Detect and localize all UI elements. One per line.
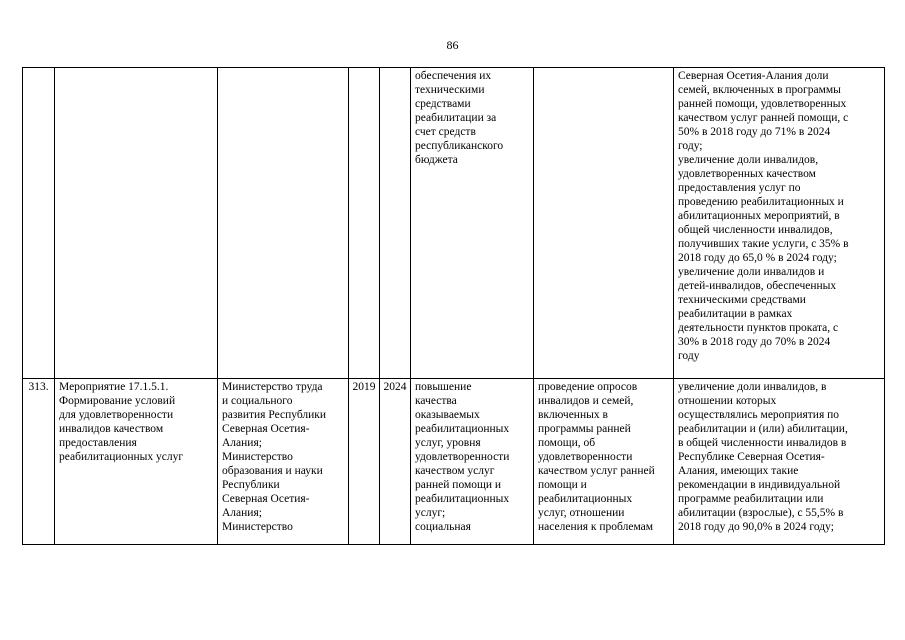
start-year-cell: 2019 — [349, 379, 380, 545]
indicators-cell: увеличение доли инвалидов, в отношении которых осуществлялись мероприятия по реабилитации и (или) абилитации, в общей численности инвалидов в Республике Северная Осетия- Алания, имеющих такие рекомендации в индивидуальной программе реабилитации или абилитации (взрослые), с 55,5% в 2018 году до 90,0% в 2024 году; — [674, 379, 885, 545]
page-number: 86 — [446, 38, 459, 52]
program-table — [22, 67, 885, 545]
row-number-cell: 313. — [23, 379, 55, 545]
end-year-cell — [380, 68, 411, 379]
event-cell — [55, 68, 218, 379]
connection-cell — [534, 68, 674, 379]
connection-cell: проведение опросов инвалидов и семей, включенных в программы ранней помощи, об удовлетворенности качеством услуг ранней помощи и реабилитационных услуг, отношении населения к проблемам — [534, 379, 674, 545]
indicators-cell: Северная Осетия-Алания доли семей, включенных в программы ранней помощи, удовлетворенных качеством услуг ранней помощи, с 50% в 2018 году до 71% в 2024 году; увеличение доли инвалидов, удовлетворенных качеством предоставления услуг по проведению реабилитационных и абилитационных мероприятий, в общей численности инвалидов, получивших такие услуги, с 35% в 2018 году до 65,0 % в 2024 году; увеличение доли инвалидов и детей-инвалидов, обеспеченных техническими средствами реабилитации в рамках деятельности пунктов проката, с 30% в 2018 году до 70% в 2024 году — [674, 68, 885, 379]
end-year-cell: 2024 — [380, 379, 411, 545]
event-cell: Мероприятие 17.1.5.1. Формирование условий для удовлетворенности инвалидов качеством предоставления реабилитационных услуг — [55, 379, 218, 545]
result-cell: повышение качества оказываемых реабилитационных услуг, уровня удовлетворенности качеством услуг ранней помощи и реабилитационных услуг; социальная — [411, 379, 534, 545]
table-row — [23, 68, 885, 379]
result-cell: обеспечения их техническими средствами реабилитации за счет средств республиканского бюджета — [411, 68, 534, 379]
row-number-cell — [23, 68, 55, 379]
executor-cell: Министерство труда и социального развития Республики Северная Осетия- Алания; Министерство образования и науки Республики Северная Осетия- Алания; Министерство — [218, 379, 349, 545]
table-row — [23, 379, 885, 545]
start-year-cell — [349, 68, 380, 379]
executor-cell — [218, 68, 349, 379]
